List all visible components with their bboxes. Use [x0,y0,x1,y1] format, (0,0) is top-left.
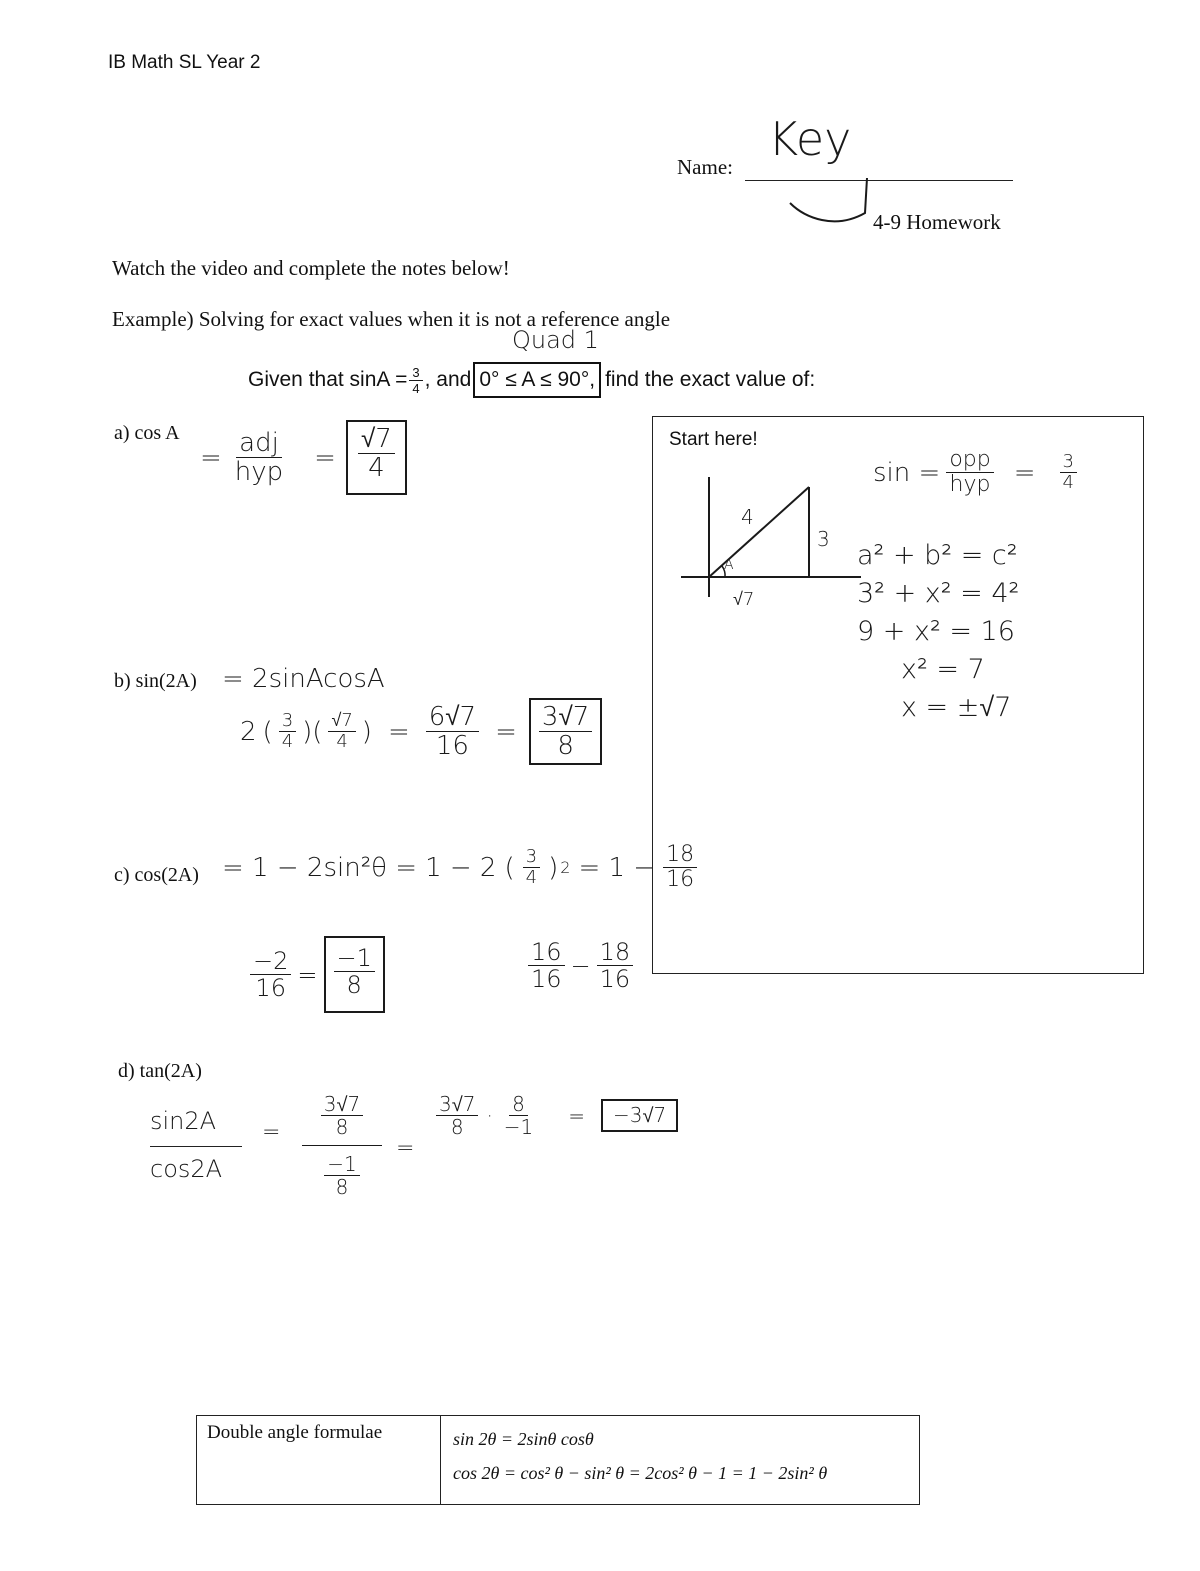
part-d-answer: −3√7 [601,1099,678,1132]
sin-label: sin = [873,457,941,488]
part-c-side-den1: 16 [531,965,562,993]
tri-adj-label: √7 [733,589,755,610]
part-a-num: adj [236,430,282,458]
part-c-square: 2 [560,858,571,877]
part-b-eq2: = [495,716,517,747]
start-here-title: Start here! [669,429,758,450]
sin-definition [873,449,1077,496]
pythag-line: x = ±√7 [901,692,1012,723]
part-d-bot-num: −1 [324,1154,359,1176]
part-b-f2-num: √7 [328,712,355,732]
part-d-dot: · [486,1103,493,1128]
part-d-left-num: sin2A [150,1107,217,1135]
part-d-eq2: = [396,1136,415,1161]
part-a-ans-num: √7 [358,426,395,454]
pythag-line: a² + b² = c² [857,540,1018,571]
part-c-res-den: 16 [255,974,286,1002]
part-b-f2-den: 4 [336,731,348,752]
formula-sin2: sin 2θ = 2sinθ cosθ [453,1429,594,1449]
part-c-f-num: 3 [523,848,540,868]
part-c-side-num1: 16 [528,940,565,966]
formula-cos2: cos 2θ = cos² θ − sin² θ = 2cos² θ − 1 = 1 − 2sin² θ [453,1463,828,1483]
part-c-side-minus: − [570,951,591,980]
part-c-side-work [528,940,633,991]
part-b-eq: = [387,716,410,747]
instructions: Watch the video and complete the notes below! [112,256,510,280]
example-title: Example) Solving for exact values when it is not a reference angle [112,307,671,331]
pythag-line: x² = 7 [901,654,985,685]
part-c-step2: 1 − 2 [425,852,497,883]
name-value: Key [768,112,852,166]
name-label: Name: [677,155,733,179]
part-b-mid-num: 6√7 [426,704,479,732]
part-d-m1-den: 8 [450,1115,464,1139]
part-d-top-den: 8 [335,1115,349,1139]
sin-num: opp [946,449,993,473]
tri-angle-label: A [724,557,734,573]
formulae-label: Double angle formulae [197,1416,441,1504]
part-c-f-den: 4 [525,867,538,888]
part-c-res-num: −2 [250,949,291,975]
part-b-label: b) sin(2A) [114,670,197,692]
part-b-ans-den: 8 [557,731,574,761]
part-d-label: d) tan(2A) [118,1060,202,1082]
tri-hyp-label: 4 [741,505,754,529]
part-b-prefix: 2 [240,716,257,747]
part-d-eq3: = [568,1103,586,1128]
part-a-fraction [232,430,286,485]
part-b-answer [529,698,602,765]
part-d-eq1: = [262,1120,281,1145]
part-d-top-num: 3√7 [321,1094,363,1116]
part-a-eq2: = [314,442,336,473]
name-signature-tail [785,178,875,233]
part-d-multiply [436,1094,678,1137]
part-b-formula: = 2sinAcosA [222,664,385,694]
right-triangle-diagram [681,477,871,627]
quad-note: Quad 1 [512,326,599,354]
part-c-s3-num: 18 [663,844,697,868]
part-b-f1-num: 3 [279,712,296,732]
given-suffix: find the exact value of: [605,368,816,391]
part-c-label: c) cos(2A) [114,864,199,886]
given-prefix: Given that sinA = [248,368,408,391]
part-c-result [250,936,385,1013]
part-d-complex-fraction [302,1094,382,1197]
given-statement [248,362,815,398]
part-a-den: hyp [234,457,284,487]
part-a-ans-den: 4 [368,453,385,483]
given-range: 0° ≤ A ≤ 90°, [473,362,601,398]
part-c-step3: = 1 − [578,852,656,883]
part-c-side-den2: 16 [599,965,631,993]
course-title: IB Math SL Year 2 [108,52,261,73]
pythag-line: 3² + x² = 4² [857,578,1020,609]
formulae-table [196,1415,920,1505]
part-a-eq: = [200,442,222,473]
given-num: 3 [409,366,422,381]
start-here-box [652,416,1144,974]
tri-opp-label: 3 [817,527,830,551]
sin-den: hyp [949,472,991,497]
part-b-f1-den: 4 [281,731,294,752]
part-a-work [200,420,407,495]
part-d-m1-num: 3√7 [436,1094,478,1116]
part-c-side-num2: 18 [597,940,634,966]
given-fraction [409,366,422,395]
part-c-formula: = 1 − 2sin²θ = [222,852,418,883]
part-c-ans-den: 8 [346,971,362,999]
given-den: 4 [412,380,420,396]
part-b-work: 2 ( $\frac{3}{4}$ )( $\frac{√7}{4}$ ) = $\frac{6√7}{16}$ = $\frac{3√7}{8}$ [240,698,602,765]
part-c-work: = 1 − 2sin²θ = 1 − 2 ( $\frac{3}{4}$ ) 2 = 1 − $\frac{18}{16}$ [222,844,697,891]
part-a-label: a) cos A [114,422,180,444]
formulae-content [441,1416,919,1504]
part-d-left-bar [150,1146,242,1147]
pythag-line: 9 + x² = 16 [857,616,1015,647]
given-and: , and [424,368,472,391]
pythag-work [857,537,1019,727]
part-d-bot-den: 8 [335,1175,349,1199]
part-c-s3-den: 16 [666,867,695,892]
part-b-ans-num: 3√7 [539,704,592,732]
sin-eq: = [1013,457,1036,488]
part-c-eq: = [297,960,318,989]
assignment-label: 4-9 Homework [873,210,1001,234]
part-b-mid-den: 16 [435,731,469,761]
part-d-m2-num: 8 [509,1094,528,1116]
sin-val-num: 3 [1060,453,1077,473]
part-a-answer [346,420,407,495]
part-d-m2-den: −1 [503,1115,534,1139]
sin-val-den: 4 [1062,472,1074,493]
part-c-ans-num: −1 [334,946,375,972]
part-d-left-den: cos2A [150,1154,223,1183]
part-c-answer [324,936,385,1013]
